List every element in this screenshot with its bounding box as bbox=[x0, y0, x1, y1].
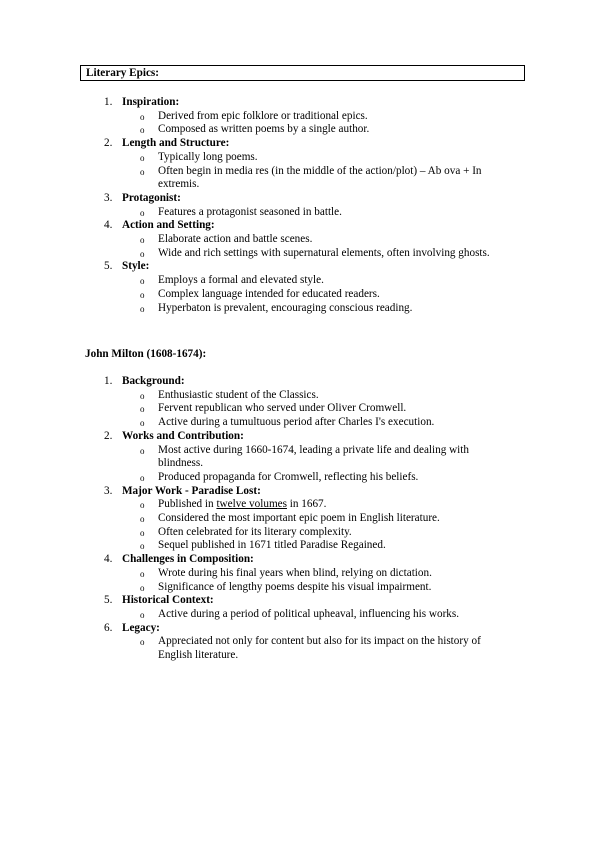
item-label: Major Work - Paradise Lost: bbox=[122, 484, 261, 497]
sub-point: o Often begin in media res (in the middle of the action/plot) – Ab ova + In extremis. bbox=[140, 164, 482, 191]
item-label: Protagonist: bbox=[122, 191, 181, 204]
literary-epics-list bbox=[0, 96, 600, 315]
list-item bbox=[0, 430, 600, 485]
sub-point: o Sequel published in 1671 titled Paradise Regained. bbox=[0, 539, 600, 553]
sub-point: o Wide and rich settings with supernatural elements, often involving ghosts. bbox=[0, 247, 600, 261]
sub-point: o Active during a period of political upheaval, influencing his works. bbox=[0, 608, 600, 622]
sub-point: o Hyperbaton is prevalent, encouraging conscious reading. bbox=[0, 302, 600, 316]
underlined-text: twelve volumes bbox=[216, 498, 287, 511]
list-item bbox=[0, 553, 600, 594]
sub-point: o Active during a tumultuous period after Charles I's execution. bbox=[0, 416, 600, 430]
sub-point: o Published in twelve volumes in 1667. bbox=[0, 498, 600, 512]
item-number: 1. bbox=[104, 375, 113, 387]
sub-point: o Typically long poems. bbox=[0, 151, 600, 165]
bullet-icon: o bbox=[140, 166, 145, 177]
bullet-icon: o bbox=[140, 390, 145, 401]
bullet-icon: o bbox=[140, 404, 145, 415]
sub-point: o Appreciated not only for content but also for its impact on the history of English literature. bbox=[140, 635, 481, 662]
item-number: 3. bbox=[104, 191, 113, 204]
bullet-icon: o bbox=[140, 152, 145, 163]
sub-point: o Produced propaganda for Cromwell, reflecting his beliefs. bbox=[0, 471, 600, 485]
bullet-icon: o bbox=[140, 541, 145, 552]
sub-point: o Employs a formal and elevated style. bbox=[0, 274, 600, 288]
item-label: Challenges in Composition: bbox=[122, 553, 254, 566]
bullet-icon: o bbox=[140, 514, 145, 525]
bullet-icon: o bbox=[140, 235, 145, 246]
bullet-icon: o bbox=[140, 248, 145, 259]
list-item bbox=[0, 192, 600, 219]
bullet-icon: o bbox=[140, 500, 145, 511]
sub-point: o Derived from epic folklore or traditional epics. bbox=[0, 110, 600, 124]
sub-point: o Fervent republican who served under Oliver Cromwell. bbox=[0, 402, 600, 416]
item-label: Legacy: bbox=[122, 621, 160, 634]
sub-point: o Considered the most important epic poem in English literature. bbox=[0, 512, 600, 526]
item-number: 3. bbox=[104, 484, 113, 497]
bullet-icon: o bbox=[140, 207, 145, 218]
bullet-icon: o bbox=[140, 289, 145, 300]
list-item bbox=[0, 485, 600, 554]
bullet-icon: o bbox=[140, 418, 145, 429]
item-number: 6. bbox=[104, 621, 113, 634]
bullet-icon: o bbox=[140, 568, 145, 579]
sub-point: o Wrote during his final years when blind, relying on dictation. bbox=[0, 567, 600, 581]
bullet-icon: o bbox=[140, 303, 145, 314]
item-label: Historical Context: bbox=[122, 594, 214, 607]
sub-point: o Composed as written poems by a single author. bbox=[0, 123, 600, 137]
list-item bbox=[0, 96, 600, 137]
sub-point: o Often celebrated for its literary complexity. bbox=[0, 526, 600, 540]
list-item bbox=[0, 375, 600, 430]
sub-point: o Complex language intended for educated readers. bbox=[0, 288, 600, 302]
bullet-icon: o bbox=[140, 637, 145, 648]
list-item bbox=[0, 622, 600, 663]
bullet-icon: o bbox=[140, 125, 145, 136]
item-number: 2. bbox=[104, 137, 113, 150]
bullet-icon: o bbox=[140, 609, 145, 620]
bullet-icon: o bbox=[140, 527, 145, 538]
list-item bbox=[0, 137, 600, 192]
sub-point: o Elaborate action and battle scenes. bbox=[0, 233, 600, 247]
item-number: 2. bbox=[104, 429, 113, 442]
list-item bbox=[0, 260, 600, 315]
item-label: Inspiration: bbox=[122, 96, 180, 108]
item-label: Length and Structure: bbox=[122, 137, 230, 150]
bullet-icon: o bbox=[140, 111, 145, 122]
list-item bbox=[0, 594, 600, 621]
bullet-icon: o bbox=[140, 276, 145, 287]
bullet-icon: o bbox=[140, 472, 145, 483]
list-item bbox=[0, 219, 600, 260]
bullet-icon: o bbox=[140, 445, 145, 456]
item-number: 5. bbox=[104, 594, 113, 607]
john-milton-list bbox=[0, 375, 600, 663]
item-label: Action and Setting: bbox=[122, 219, 215, 232]
section-heading-john-milton: John Milton (1608-1674): bbox=[85, 348, 207, 360]
bullet-icon: o bbox=[140, 582, 145, 593]
sub-point: o Most active during 1660-1674, leading a private life and dealing with blindness. bbox=[140, 443, 469, 470]
item-number: 5. bbox=[104, 260, 113, 273]
section-heading-literary-epics: Literary Epics: bbox=[80, 65, 525, 81]
sub-point: o Enthusiastic student of the Classics. bbox=[0, 389, 600, 403]
item-label: Style: bbox=[122, 260, 150, 273]
sub-point: o Features a protagonist seasoned in battle. bbox=[0, 206, 600, 220]
item-number: 1. bbox=[104, 96, 113, 108]
item-number: 4. bbox=[104, 219, 113, 232]
item-label: Works and Contribution: bbox=[122, 429, 244, 442]
item-label: Background: bbox=[122, 375, 185, 387]
item-number: 4. bbox=[104, 553, 113, 566]
sub-point: o Significance of lengthy poems despite his visual impairment. bbox=[0, 581, 600, 595]
